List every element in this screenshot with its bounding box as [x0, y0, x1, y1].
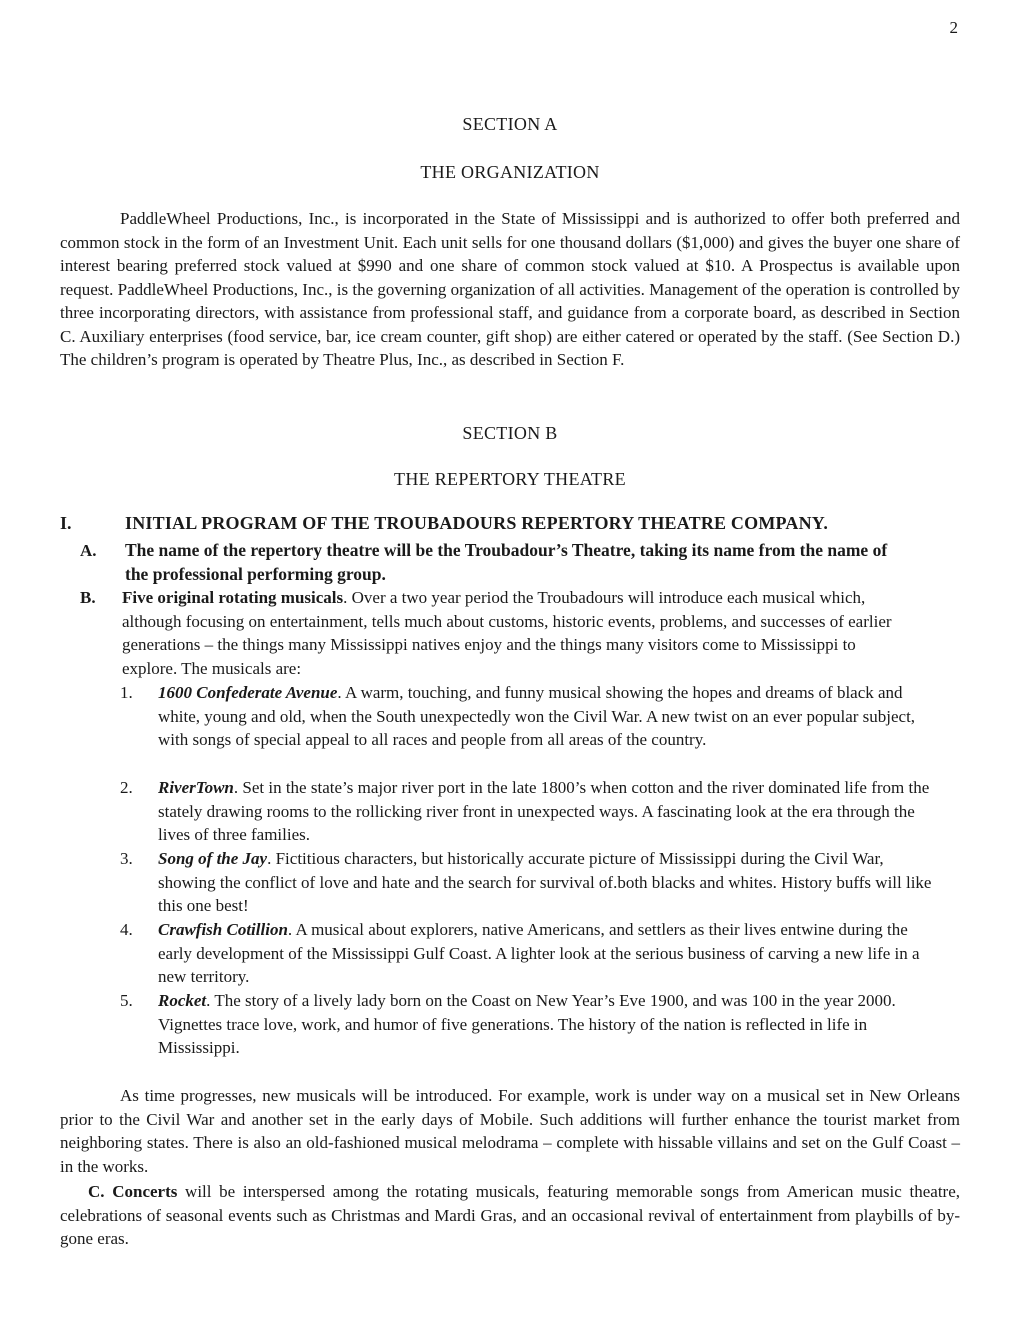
musical-item — [120, 847, 938, 918]
item-b-lead: Five original rotating musicals — [122, 588, 344, 607]
section-b-heading: SECTION B — [462, 423, 558, 443]
musical-description: . The story of a lively lady born on the Coast on New Year’s Eve 1900, and was 100 in the year 2000. Vignettes trace love, work, and humor of five generations. The history of the nation is reflected in life in Mississippi. — [158, 991, 896, 1057]
item-c-letter: C. — [88, 1182, 105, 1201]
item-c-lead: Concerts — [112, 1182, 178, 1201]
page-number: 2 — [949, 18, 958, 37]
musical-description: . Set in the state’s major river port in the late 1800’s when cotton and the river dominated life from the stately drawing rooms to the rollicking river front in unexpected ways. A fascinating look at the era through the lives of three families. — [158, 778, 930, 844]
musical-title: Song of the Jay — [158, 849, 268, 868]
section-a-title: THE ORGANIZATION — [420, 162, 600, 182]
item-a-text: The name of the repertory theatre will be the Troubadour’s Theatre, taking its name from the name of the professional performing group. — [125, 540, 888, 584]
progress-paragraph: As time progresses, new musicals will be introduced. For example, work is under way on a musical set in New Orleans prior to the Civil War and another set in the early days of Mobile. Such additions will further enhance the tourist market from neighboring states. There is also an old-fashioned musical melodrama – complete with hissable villains and set on the Gulf Coast – in the works. — [60, 1086, 960, 1176]
musical-number: 5. — [120, 991, 133, 1010]
musical-title: Crawfish Cotillion — [158, 920, 288, 939]
musical-number: 1. — [120, 683, 133, 702]
musical-number: 3. — [120, 849, 133, 868]
program-heading: INITIAL PROGRAM OF THE TROUBADOURS REPERTORY THEATRE COMPANY. — [125, 513, 829, 533]
musical-title: Rocket — [158, 991, 207, 1010]
musical-description: . A musical about explorers, native Americans, and settlers as their lives entwine during the early development of the Mississippi Gulf Coast. A lighter look at the serious business of carving a new life in a new territory. — [158, 920, 920, 986]
item-a-letter: A. — [80, 541, 97, 560]
musical-description: . Fictitious characters, but historically accurate picture of Mississippi during the Civil War, showing the conflict of love and hate and the search for survival of.both blacks and whites. History buffs will like this one best! — [158, 849, 932, 915]
item-c-text: will be interspersed among the rotating musicals, featuring memorable songs from American music theatre, celebrations of seasonal events such as Christmas and Mardi Gras, and an occasional revival of entertainment from playbills of by-gone eras. — [60, 1182, 960, 1248]
roman-numeral: I. — [60, 513, 72, 533]
musical-number: 2. — [120, 778, 133, 797]
item-b — [80, 586, 912, 680]
musical-number: 4. — [120, 920, 133, 939]
section-b-title: THE REPERTORY THEATRE — [394, 469, 626, 489]
organization-paragraph: PaddleWheel Productions, Inc., is incorporated in the State of Mississippi and is authorized to offer both preferred and common stock in the form of an Investment Unit. Each unit sells for one thousand dollars ($1,000) and gives the buyer one share of interest bearing preferred stock valued at $990 and one share of common stock valued at $10. A Prospectus is available upon request. PaddleWheel Productions, Inc., is the governing organization of all activities. Management of the operation is controlled by three incorporating directors, with assistance from professional staff, and guidance from a corporate board, as described in Section C. Auxiliary enterprises (food service, bar, ice cream counter, gift shop) are either catered or operated by the staff. (See Section D.) The children’s program is operated by Theatre Plus, Inc., as described in Section F. — [60, 209, 960, 369]
item-b-text: . Over a two year period the Troubadours will introduce each musical which, although focusing on entertainment, tells much about customs, historic events, problems, and successes of earlier generations – the things many Mississippi natives enjoy and the things many visitors come to Mississippi to explore. The musicals are: — [122, 588, 892, 678]
musical-description: . A warm, touching, and funny musical showing the hopes and dreams of black and white, young and old, when the South unexpectedly won the Civil War. A new twist on an ever popular subject, with songs of special appeal to all races and people from all areas of the country. — [158, 683, 916, 749]
item-c — [60, 1180, 960, 1251]
musical-title: 1600 Confederate Avenue — [158, 683, 338, 702]
item-a — [80, 539, 905, 586]
section-a-heading: SECTION A — [462, 114, 558, 134]
item-b-letter: B. — [80, 588, 96, 607]
musical-item — [120, 989, 938, 1060]
musical-item — [120, 776, 938, 847]
musical-title: RiverTown — [158, 778, 234, 797]
musical-item — [120, 918, 938, 989]
musical-item — [120, 681, 938, 752]
